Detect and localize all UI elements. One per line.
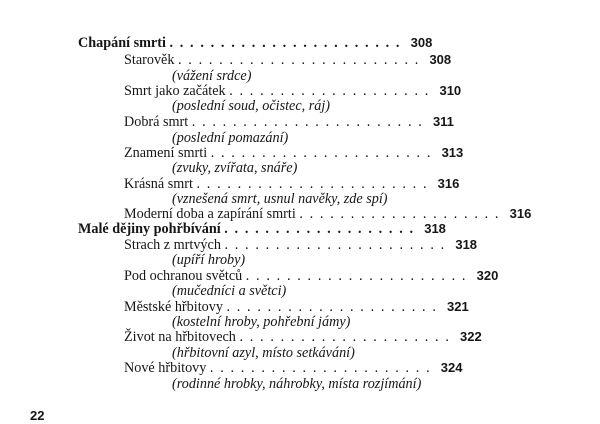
toc-entry-title: Smrt jako začátek [124,83,226,99]
toc-page-number: 308 [429,52,452,67]
toc-page-number: 316 [509,206,532,221]
toc-entry-description: (rodinné hrobky, náhrobky, místa rozjímání) [172,376,422,392]
toc-leader: . . . . . . . . . . . . . . . . . . . . . [226,299,438,315]
toc-entry-description: (vznešená smrt, usnul navěky, zde spí) [172,191,388,207]
toc-entry-description: (poslední pomazání) [172,130,289,146]
toc-page-number: 322 [460,329,482,344]
toc-entry-title: Starověk [124,52,175,68]
toc-page-number: 308 [410,35,433,50]
toc-entry-title: Pod ochranou světců [124,268,243,284]
toc-leader: . . . . . . . . . . . . . . . . . . . . . . [224,237,446,253]
toc-entry-description: (poslední soud, očistec, ráj) [172,98,331,114]
toc-leader: . . . . . . . . . . . . . . . . . . . . . . [209,360,432,376]
toc-chapter-entry [78,34,432,52]
toc-leader: . . . . . . . . . . . . . . . . . . . . . . . [196,176,429,192]
toc-leader: . . . . . . . . . . . . . . . . . . . . [299,206,501,222]
toc-leader: . . . . . . . . . . . . . . . . . . . . . . . [191,114,424,130]
toc-leader: . . . . . . . . . . . . . . . . . . . . . [239,329,451,345]
toc-leader: . . . . . . . . . . . . . . . . . . . . . . [210,145,433,161]
toc-entry-title: Městské hřbitovy [124,299,223,315]
toc-entry-title: Nové hřbitovy [124,360,207,376]
toc-page-number: 321 [447,299,469,314]
toc-entry-description: (hřbitovní azyl, místo setkávání) [172,345,355,361]
toc-page-number: 320 [476,268,499,283]
toc-entry-description: (kostelní hroby, pohřební jámy) [172,314,351,330]
toc-entry-title: Krásná smrt [124,176,193,192]
page-number: 22 [30,408,45,423]
toc-page-number: 313 [441,145,464,160]
toc-entry-title: Život na hřbitovech [124,329,236,345]
toc-entry-description: (mučedníci a světci) [172,283,287,299]
toc-page-number: 318 [455,237,478,252]
toc-page-number: 324 [440,360,463,375]
toc-page-number: 318 [424,221,446,236]
toc-page-number: 316 [437,176,460,191]
toc-chapter-title: Chapání smrti [78,35,166,51]
toc-leader: . . . . . . . . . . . . . . . . . . . . [229,83,430,99]
toc-leader: . . . . . . . . . . . . . . . . . . . [224,221,415,237]
toc-entry-description: (zvuky, zvířata, snáře) [172,160,298,176]
toc-page-number: 310 [439,83,462,98]
toc-leader: . . . . . . . . . . . . . . . . . . . . . . . . [177,52,420,68]
toc-entry-title: Dobrá smrt [124,114,189,130]
toc-leader: . . . . . . . . . . . . . . . . . . . . . . [245,268,468,284]
toc-entry-description: (vážení srdce) [172,68,252,84]
toc-leader: . . . . . . . . . . . . . . . . . . . . . . . [169,35,402,51]
toc-page-number: 311 [432,114,454,129]
toc-entry-title: Moderní doba a zapírání smrti [124,206,296,222]
toc-entry-description: (upíří hroby) [172,252,246,268]
toc-chapter-title: Malé dějiny pohřbívání [78,221,221,237]
toc-entry-title: Znamení smrti [124,145,208,161]
toc-entry-title: Strach z mrtvých [124,237,221,253]
